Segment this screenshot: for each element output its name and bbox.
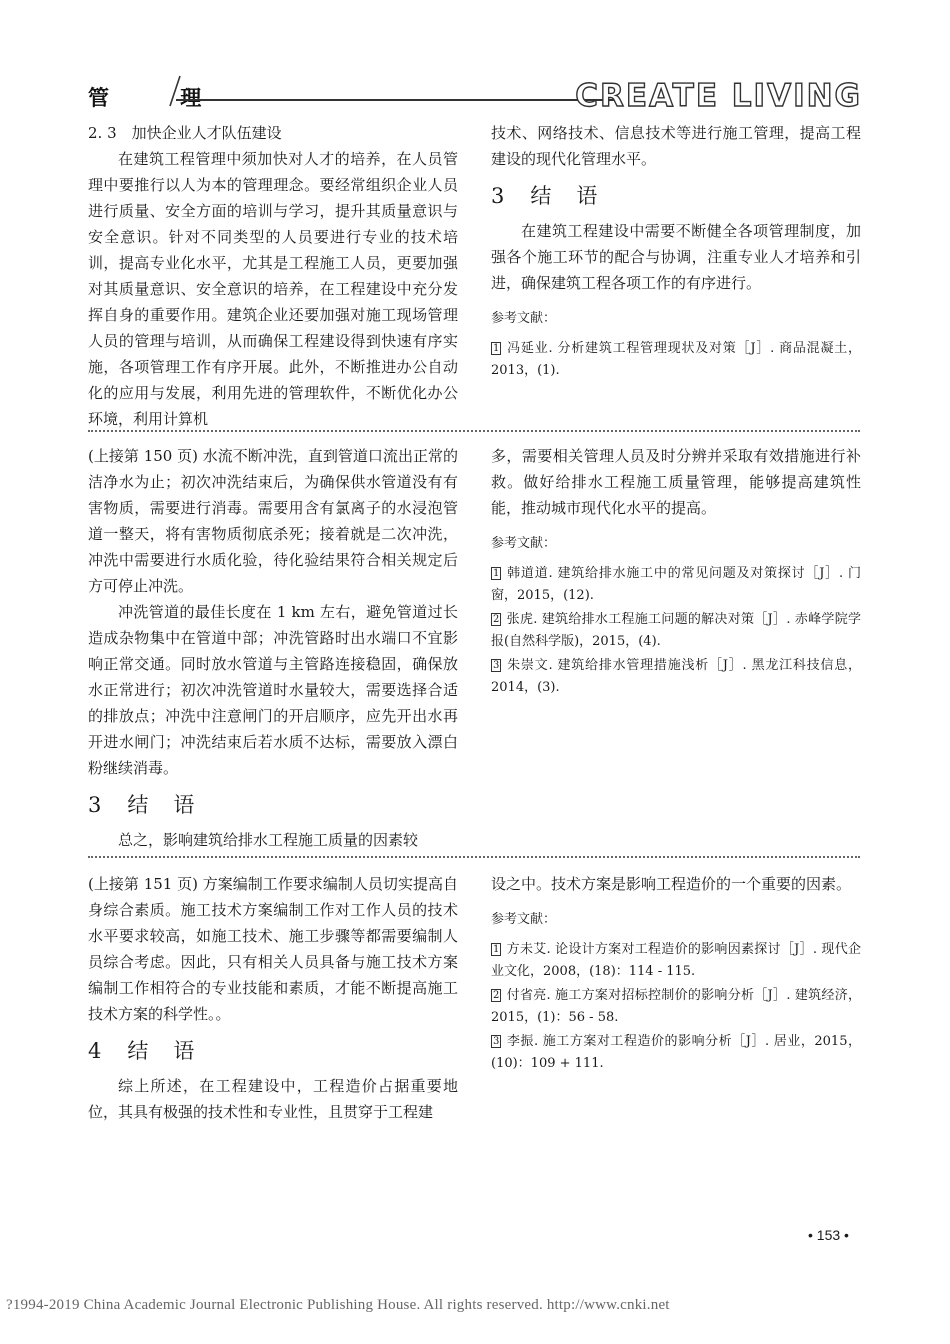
references-title: 参考文献： (491, 536, 557, 551)
paragraph: 在建筑工程建设中需要不断健全各项管理制度，加强各个施工环节的配合与协调，注重专业人才培养和引进，确保建筑工程各项工作的有序进行。 (491, 222, 861, 292)
reference-text: 付省亮. 施工方案对招标控制价的影响分析［J］. 建筑经济，2015，(1)：56 - 58. (491, 988, 861, 1025)
block3-left-column (88, 871, 458, 1125)
article-divider (88, 856, 860, 858)
copyright-footer: ?1994-2019 China Academic Journal Electronic Publishing House. All rights reserved. http://www.cnki.net (6, 1297, 670, 1313)
paragraph-continued: 设之中。技术方案是影响工程造价的一个重要的因素。 (491, 875, 852, 893)
paragraph: 在建筑工程管理中须加快对人才的培养，在人员管理中要推行以人为本的管理理念。要经常组织企业人员进行质量、安全方面的培训与学习，提升其质量意识与安全意识。针对不同类型的人员要进行专业的技术培训，提高专业化水平，尤其是工程施工人员，更要加强对其质量意识、安全意识的培养，在工程建设中充分发挥自身的重要作用。建筑企业还要加强对施工现场管理人员的管理与培训，从而确保工程建设得到快速有序实施，各项管理工作有序开展。此外，不断推进办公自动化的应用与发展，利用先进的管理软件，不断优化办公环境，利用计算机 (88, 150, 458, 428)
reference-number: 3 (493, 1036, 500, 1047)
reference-item (491, 985, 861, 1029)
reference-number: 1 (493, 343, 500, 354)
reference-item (491, 338, 861, 382)
reference-number: 1 (493, 568, 500, 579)
reference-item (491, 939, 861, 983)
reference-text: 李振. 施工方案对工程造价的影响分析［J］. 居业，2015，(10)：109 + 111. (491, 1034, 861, 1071)
section-heading (491, 182, 861, 210)
article-divider (88, 430, 860, 432)
header-journal-brand: CREATE LIVING (575, 78, 862, 114)
reference-number: 1 (493, 944, 500, 955)
section-heading (88, 1037, 458, 1065)
reference-text: 方未艾. 论设计方案对工程造价的影响因素探讨［J］. 现代企业文化，2008，(18)：114 - 115. (491, 942, 861, 979)
header-slash-icon (168, 74, 182, 108)
reference-number: 2 (493, 990, 500, 1001)
section-heading (88, 791, 458, 819)
paragraph-continued: (上接第 150 页) 水流不断冲洗，直到管道口流出正常的洁净水为止；初次冲洗结束后，为确保供水管道没有有害物质，需要进行消毒。需要用含有氯离子的水浸泡管道一整天，将有害物质彻底杀死；接着就是二次冲洗，冲洗中需要进行水质化验，待化验结果符合相关规定后方可停止冲洗。 (88, 447, 458, 595)
section-number: 4 (88, 1039, 104, 1063)
reference-item (491, 563, 861, 607)
paragraph-continued: (上接第 151 页) 方案编制工作要求编制人员切实提高自身综合素质。施工技术方案编制工作对工作人员的技术水平要求较高，如施工技术、施工步骤等都需要编制人员综合考虑。因此，只有相关人员具备与施工技术方案编制工作相符合的专业技能和素质，才能不断提高施工技术方案的科学性。。 (88, 875, 458, 1023)
reference-number: 3 (493, 660, 500, 671)
subsection-heading: 2. 3 加快企业人才队伍建设 (88, 124, 282, 142)
paragraph-continued: 多，需要相关管理人员及时分辨并采取有效措施进行补救。做好给排水工程施工质量管理，能够提高建筑性能，推动城市现代化水平的提高。 (491, 447, 861, 517)
section-number: 3 (88, 793, 104, 817)
paragraph: 总之，影响建筑给排水工程施工质量的因素较 (118, 831, 419, 849)
section-title: 结 语 (127, 793, 197, 817)
running-header (88, 74, 864, 114)
reference-item (491, 1031, 861, 1075)
block1-right-column (491, 120, 861, 384)
reference-text: 张虎. 建筑给排水工程施工问题的解决对策［J］. 赤峰学院学报(自然科学版)，2015，(4). (491, 612, 861, 649)
page-number: • 153 • (808, 1227, 849, 1243)
header-rule (176, 99, 614, 101)
block2-right-column (491, 443, 861, 701)
paragraph: 冲洗管道的最佳长度在 1 km 左右，避免管道过长造成杂物集中在管道中部；冲洗管路时出水端口不宜影响正常交通。同时放水管道与主管路连接稳固，确保放水正常进行；初次冲洗管道时水量较大，需要选择合适的排放点；冲洗中注意闸门的开启顺序，应先开出水再开进水闸门；冲洗结束后若水质不达标，需要放入漂白粉继续消毒。 (88, 603, 458, 777)
reference-text: 朱崇文. 建筑给排水管理措施浅析［J］. 黑龙江科技信息，2014，(3). (491, 658, 861, 695)
reference-item (491, 655, 861, 699)
section-title: 结 语 (127, 1039, 197, 1063)
reference-item (491, 609, 861, 653)
reference-text: 冯延业. 分析建筑工程管理现状及对策［J］. 商品混凝土，2013，(1). (491, 341, 861, 378)
section-title: 结 语 (530, 184, 600, 208)
block2-left-column (88, 443, 458, 853)
section-number: 3 (491, 184, 507, 208)
header-section-label: 管 理 (88, 86, 234, 110)
block1-left-column (88, 120, 458, 432)
references-title: 参考文献： (491, 311, 557, 326)
reference-number: 2 (493, 614, 500, 625)
paragraph-continued: 技术、网络技术、信息技术等进行施工管理，提高工程建设的现代化管理水平。 (491, 124, 861, 168)
block3-right-column (491, 871, 861, 1077)
reference-text: 韩道道. 建筑给排水施工中的常见问题及对策探讨［J］. 门窗，2015，(12). (491, 566, 861, 603)
references-title: 参考文献： (491, 912, 557, 927)
paragraph: 综上所述，在工程建设中，工程造价占据重要地位，其具有极强的技术性和专业性，且贯穿于工程建 (88, 1077, 458, 1121)
